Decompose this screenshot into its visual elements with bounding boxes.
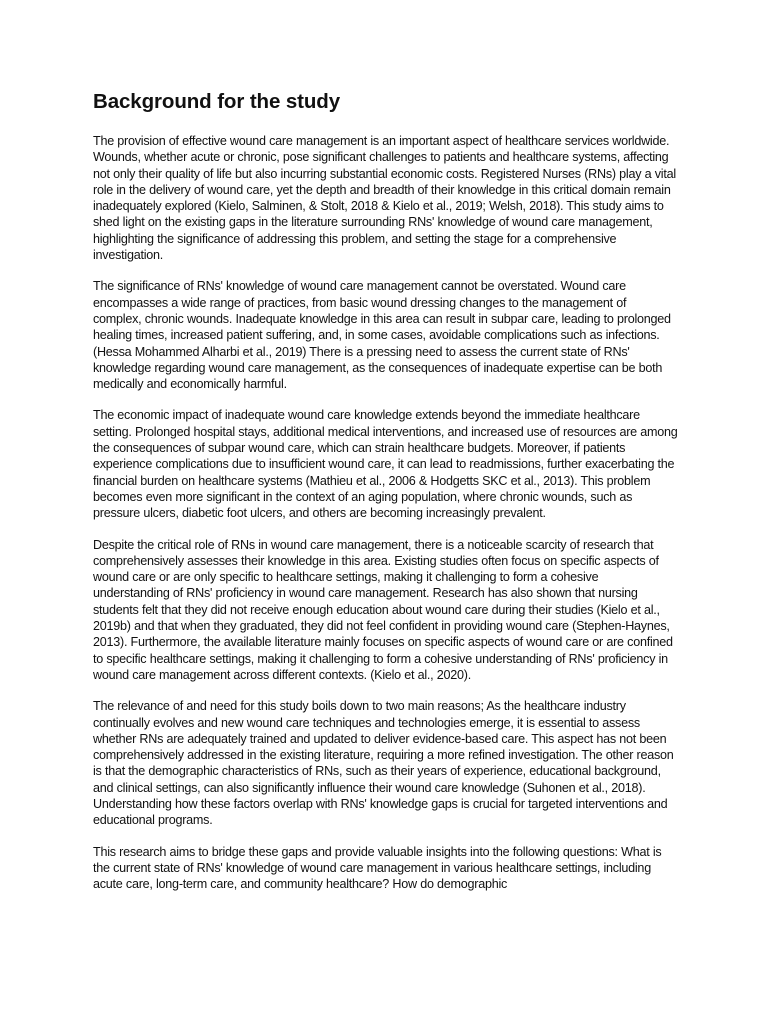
paragraph-significance: The significance of RNs' knowledge of wound care management cannot be overstated. Wound care encompasses a wide range of practices, from basic wound dressing changes to the management of complex, chronic wounds. Inadequate knowledge in this area can result in subpar care, leading to prolonged healing times, increased patient suffering, and, in some cases, avoidable complications such as infections. (Hessa Mohammed Alharbi et al., 2019) There is a pressing need to assess the current state of RNs' knowledge regarding wound care management, as the consequences of inadequate expertise can be both medically and economically harmful. [93, 279, 671, 392]
paragraph-research-aims: This research aims to bridge these gaps and provide valuable insights into the following questions: What is the current state of RNs' knowledge of wound care management in various healthcare settings, including acute care, long-term care, and community healthcare? How do demographic [93, 844, 662, 892]
section-heading: Background for the study [93, 90, 341, 113]
paragraph-introduction: The provision of effective wound care management is an important aspect of healthcare services worldwide. Wounds, whether acute or chronic, pose significant challenges to patients and healthcare systems, affecting not only their quality of life but also incurring substantial economic costs. Registered Nurses (RNs) play a vital role in the delivery of wound care, yet the depth and breadth of their knowledge in this critical domain remain inadequately explored (Kielo, Salminen, & Stolt, 2018 & Kielo et al., 2019; Welsh, 2018). This study aims to shed light on the existing gaps in the literature surrounding RNs' knowledge of wound care management, highlighting the significance of addressing this problem, and setting the stage for a comprehensive investigation. [93, 134, 676, 263]
paragraph-relevance: The relevance of and need for this study boils down to two main reasons; As the healthcare industry continually evolves and new wound care techniques and technologies emerge, it is essential to assess whether RNs are adequately trained and updated to deliver evidence-based care. This aspect has not been comprehensively addressed in the existing literature, requiring a more refined investigation. The other reason is that the demographic characteristics of RNs, such as their years of experience, educational background, and clinical settings, can also significantly influence their wound care knowledge (Suhonen et al., 2018). Understanding how these factors overlap with RNs' knowledge gaps is crucial for targeted interventions and educational programs. [93, 699, 674, 828]
paragraph-economic-impact: The economic impact of inadequate wound care knowledge extends beyond the immediate healthcare setting. Prolonged hospital stays, additional medical interventions, and increased use of resources are among the consequences of subpar wound care, which can strain healthcare budgets. Moreover, if patients experience complications due to insufficient wound care, it can lead to readmissions, further exacerbating the financial burden on healthcare systems (Mathieu et al., 2006 & Hodgetts SKC et al., 2013). This problem becomes even more significant in the context of an aging population, where chronic wounds, such as pressure ulcers, diabetic foot ulcers, and others are becoming increasingly prevalent. [93, 408, 678, 521]
paragraph-research-scarcity: Despite the critical role of RNs in wound care management, there is a noticeable scarcity of research that comprehensively assesses their knowledge in this area. Existing studies often focus on specific aspects of wound care or are only specific to healthcare settings, making it challenging to form a cohesive understanding of RNs' proficiency in wound care management. Research has also shown that nursing students felt that they did not receive enough education about wound care during their studies (Kielo et al., 2019b) and that when they graduated, they did not feel confident in providing wound care (Stephen-Haynes, 2013). Furthermore, the available literature mainly focuses on specific aspects of wound care or are confined to specific healthcare settings, making it challenging to form a cohesive understanding of RNs' proficiency in wound care management across different contexts. (Kielo et al., 2020). [93, 537, 673, 682]
document-page [93, 88, 678, 907]
